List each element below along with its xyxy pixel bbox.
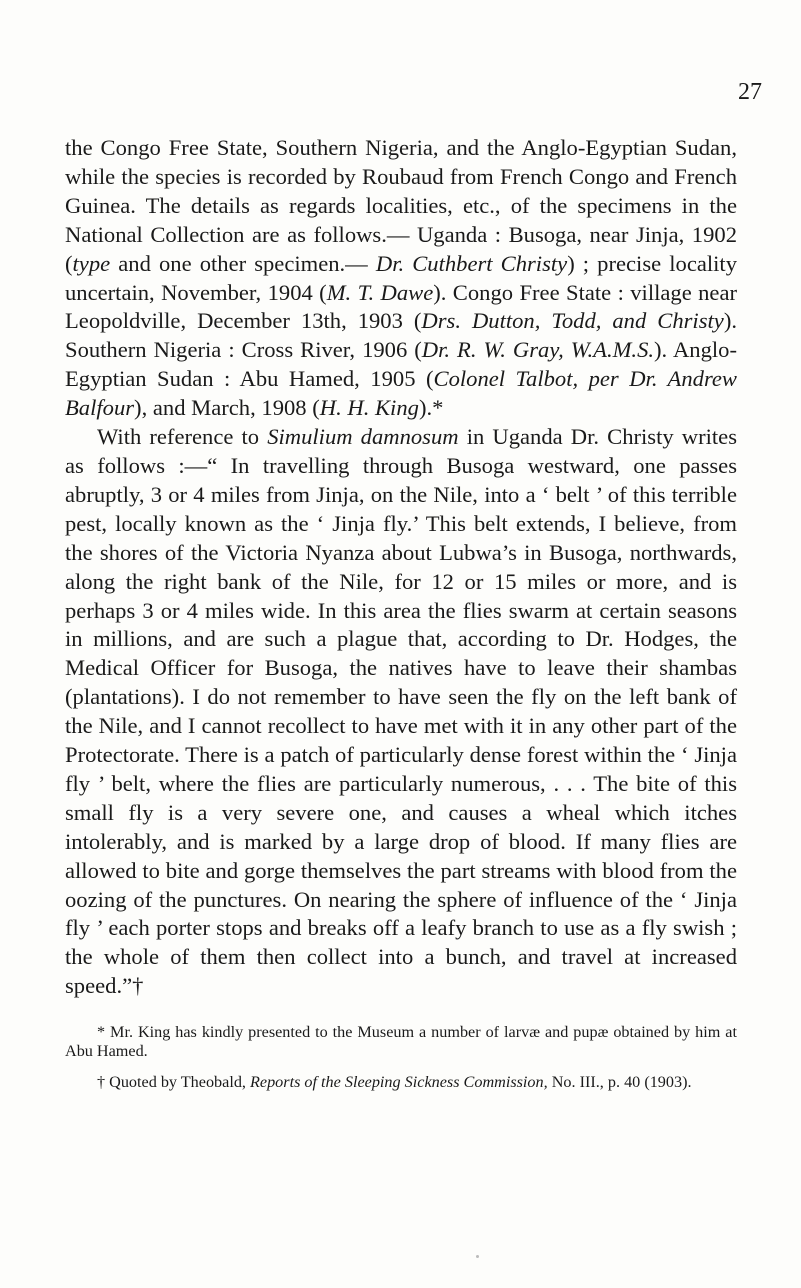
paragraph <box>65 423 737 1001</box>
paragraph <box>65 134 737 423</box>
text-run: No. III., p. 40 (1903). <box>547 1073 692 1091</box>
footnote <box>65 1023 737 1061</box>
italic-text-run: H. H. King <box>319 395 419 421</box>
text-run: ). Congo Free State : village near Leopoldville, December 13th, 1903 ( <box>65 279 738 334</box>
text-run: ). Anglo-Egyptian Sudan : Abu Hamed, 1905 ( <box>65 337 737 392</box>
italic-text-run: Dr. Cuthbert Christy <box>375 250 568 276</box>
speck-mark <box>476 1255 479 1258</box>
italic-text-run: Simulium damnosum <box>267 424 459 450</box>
text-run: With reference to <box>97 424 268 450</box>
text-run: the Congo Free State, Southern Nigeria, and the Anglo-Egyptian Sudan, while the species is recorded by Roubaud from French Congo and French Guinea. The details as regards localities, etc., of the specimens in the National Collection are as follows.— Uganda : Busoga, near Jinja, 1902 ( <box>65 135 737 276</box>
italic-text-run: Colonel Talbot, per Dr. Andrew Balfour <box>65 366 737 421</box>
text-run: ). Southern Nigeria : Cross River, 1906 ( <box>65 308 737 363</box>
italic-text-run: M. T. Dawe <box>326 279 434 305</box>
text-run: † Quoted by Theobald, <box>97 1073 251 1091</box>
page-number: 27 <box>738 79 762 105</box>
text-run: * Mr. King has kindly presented to the Museum a number of larvæ and pupæ obtained by him at Abu Hamed. <box>65 1023 737 1060</box>
text-run: ).* <box>418 395 444 421</box>
text-run: ) ; precise locality uncertain, November, 1904 ( <box>65 250 737 305</box>
footnote <box>65 1073 737 1092</box>
text-run: and one other specimen.— <box>110 250 376 276</box>
italic-text-run: Dr. R. W. Gray, W.A.M.S. <box>421 337 655 363</box>
italic-text-run: type <box>72 250 111 276</box>
text-run: in Uganda Dr. Christy writes as follows :—“ In travelling through Busoga westward, one passes abruptly, 3 or 4 miles from Jinja, on the Nile, into a ‘ belt ’ of this terrible pest, locally known as the ‘ Jinja fly.’ This belt extends, I believe, from the shores of the Victoria Nyanza about Lubwa’s in Busoga, northwards, along the right bank of the Nile, for 12 or 15 miles or more, and is perhaps 3 or 4 miles wide. In this area the flies swarm at certain seasons in millions, and are such a plague that, according to Dr. Hodges, the Medical Officer for Busoga, the natives have to leave their shambas (plantations). I do not remember to have seen the fly on the left bank of the Nile, and I cannot recollect to have met with it in any other part of the Protectorate. There is a patch of particularly dense forest within the ‘ Jinja fly ’ belt, where the flies are particularly numerous, . . . The bite of this small fly is a very severe one, and causes a wheal which itches intolerably, and is marked by a large drop of blood. If many flies are allowed to bite and gorge themselves the part streams with blood from the oozing of the punctures. On nearing the sphere of influence of the ‘ Jinja fly ’ each porter stops and breaks off a leafy branch to use as a fly swish ; the whole of them then collect into a bunch, and travel at increased speed.”† <box>65 424 737 999</box>
italic-text-run: Drs. Dutton, Todd, and Christy <box>421 308 724 334</box>
footnotes <box>65 1023 737 1104</box>
italic-text-run: Reports of the Sleeping Sickness Commission, <box>250 1073 548 1091</box>
text-run: ), and March, 1908 ( <box>134 395 320 421</box>
body-text <box>65 134 737 1001</box>
